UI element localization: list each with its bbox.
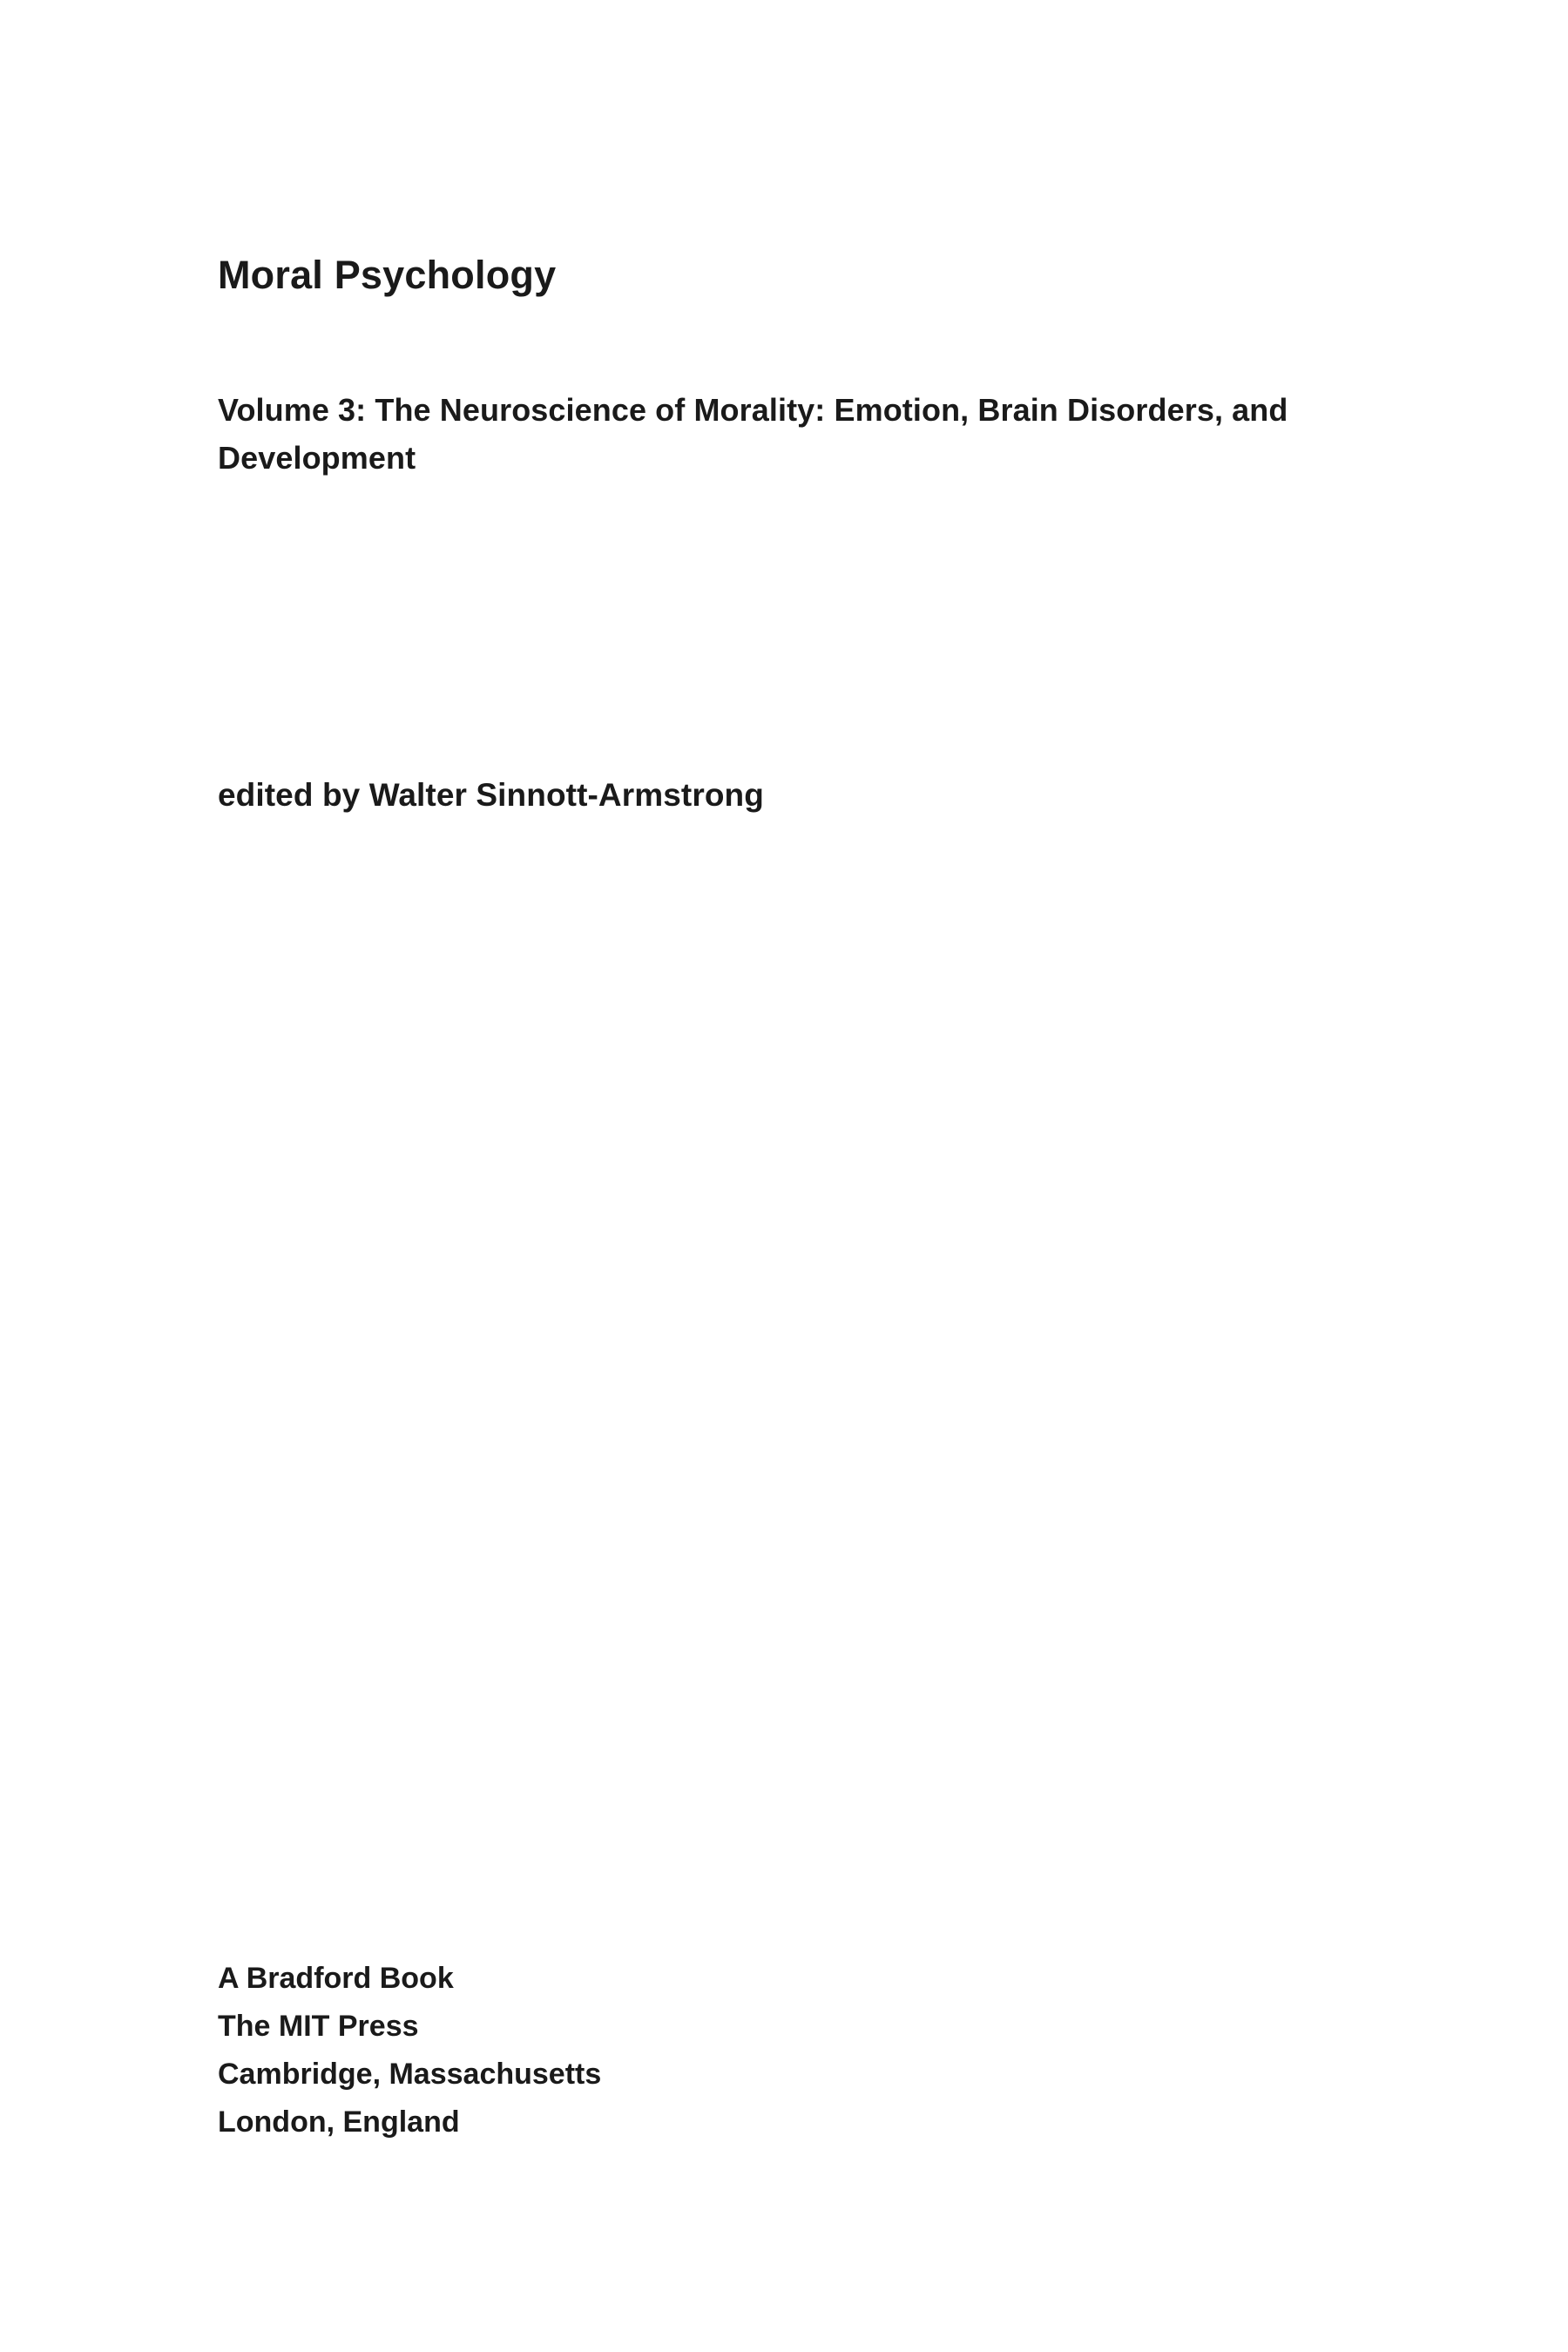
- volume-subtitle: Volume 3: The Neuroscience of Morality: Emotion, Brain Disorders, and Development: [218, 392, 1288, 476]
- imprint-line-city: Cambridge, Massachusetts: [218, 2058, 602, 2091]
- publisher-imprint: [218, 1955, 601, 2146]
- imprint-line-series: A Bradford Book: [218, 1962, 454, 1995]
- imprint-line-country: London, England: [218, 2105, 460, 2139]
- book-title: Moral Psychology: [218, 253, 557, 297]
- imprint-line-publisher: The MIT Press: [218, 2010, 419, 2043]
- editor-credit: edited by Walter Sinnott-Armstrong: [218, 777, 764, 813]
